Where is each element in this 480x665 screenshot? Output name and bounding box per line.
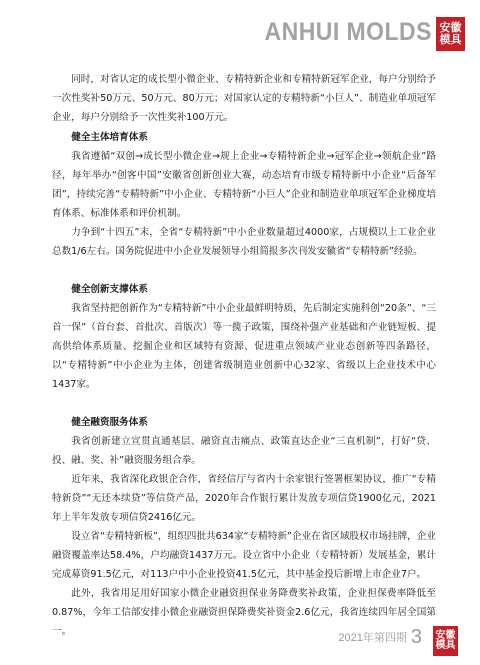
section-gap [52, 394, 436, 412]
section-heading: 健全主体培育体系 [71, 132, 148, 143]
article-body [52, 70, 436, 641]
brand-badge [436, 17, 465, 51]
footer-badge-line: 模具 [435, 640, 456, 651]
section-heading: 健全创新支撑体系 [71, 284, 148, 295]
brand-title: ANHUI MOLDS [264, 18, 432, 46]
paragraph: 设立省“专精特新板”，组织四批共634家“专精特新”企业在省区域股权市场挂牌，企业融资覆盖率达58.4%，户均融资1437万元。设立省中小企业（专精特新）发展基金，累计完成募资91.5亿元，对113户中小企业投资41.5亿元，其中基金投后新增上市企业7户。 [52, 531, 436, 580]
footer-badge-line: 安徽 [435, 629, 456, 641]
section-heading: 健全融资服务体系 [71, 417, 148, 428]
brand-badge-line: 安徽 [439, 21, 462, 35]
paragraph: 我省坚持把创新作为“专精特新”中小企业最鲜明特质，先后制定实施科创“20条”、“三首一保”（首台套、首批次、首版次）等一揽子政策，围绕补强产业基础和产业链短板、提高供给体系质量、挖掘企业和区域特有资源、促进重点领域产业业态创新等四条路径，以“专精特新”中小企业为主体，创建省级制造业创新中心32家、省级以上企业技术中心1437家。 [52, 303, 436, 390]
paragraph: 近年来，我省深化政银企合作，省经信厅与省内十余家银行签署框架协议，推广“专精特新贷”“无还本续贷”等信贷产品，2020年合作银行累计发放专项信贷1900亿元，2021年上半年发放专项信贷2416亿元。 [52, 474, 436, 523]
page-number: 3 [410, 626, 422, 648]
paragraph: 同时，对省认定的成长型小微企业、专精特新企业和专精特新冠军企业，每户分别给予一次性奖补50万元、50万元、80万元；对国家认定的专精特新“小巨人”、制造业单项冠军企业，每户分别给予一次性奖补100万元。 [52, 74, 436, 123]
page-header [0, 16, 480, 52]
issue-label: 2021年第四期 [338, 632, 407, 644]
brand-badge-line: 模具 [439, 33, 462, 46]
paragraph: 我省遵循“双创→成长型小微企业→规上企业→专精特新企业→冠军企业→领航企业”路径，每年举办“创客中国”安徽省创新创业大赛，动态培育市级专精特新中小企业“后备军团”，持续完善“专精特新”中小企业、专精特新“小巨人”企业和制造业单项冠军企业梯度培育体系、标准体系和评价机制。 [52, 151, 436, 219]
paragraph: 力争到“十四五”末，全省“专精特新”中小企业数量超过4000家，占规模以上工业企业总数1/6左右。国务院促进中小企业发展领导小组简报多次刊发安徽省“专精特新”经验。 [52, 227, 436, 257]
paragraph: 此外，我省用足用好国家小微企业融资担保业务降费奖补政策，企业担保费率降低至0.87%，今年工信部安排小微企业融资担保降费奖补资金2.6亿元，我省连续四年居全国第一。 [52, 588, 436, 637]
paragraph: 我省创新建立宣贯直通基层、融资直击痛点、政策直达企业“三直机制”，打好“贷、投、融、奖、补”融资服务组合拳。 [52, 436, 436, 466]
page-footer [338, 627, 422, 647]
footer-badge [433, 626, 458, 656]
section-gap [52, 261, 436, 279]
